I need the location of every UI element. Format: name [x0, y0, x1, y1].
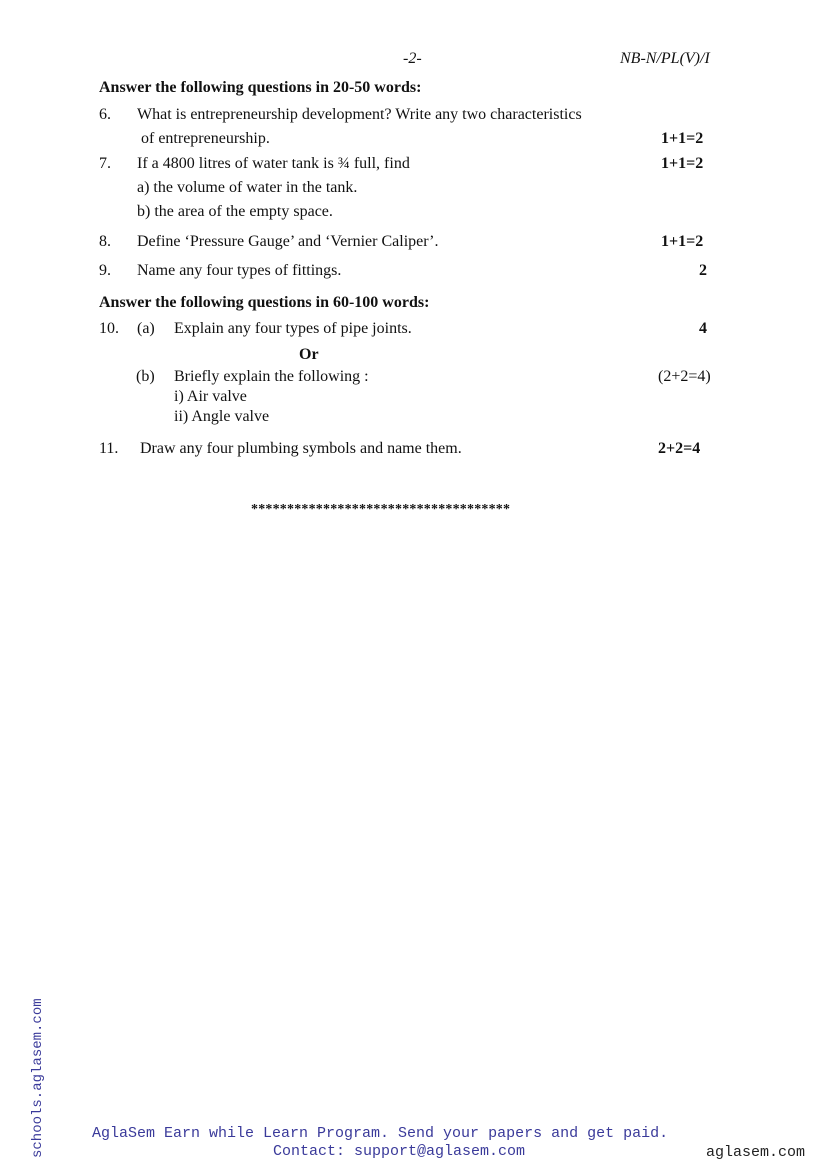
footer-site-link[interactable]: aglasem.com: [706, 1144, 806, 1161]
option-b-text: Briefly explain the following :: [174, 368, 369, 385]
question-number: 6.: [99, 106, 111, 123]
page-number: -2-: [403, 50, 422, 67]
question-number: 9.: [99, 262, 111, 279]
question-number: 8.: [99, 233, 111, 250]
option-a-marks: 4: [699, 320, 707, 337]
footer-contact-text: Contact: support@aglasem.com: [273, 1143, 526, 1160]
side-watermark: schools.aglasem.com: [30, 998, 46, 1158]
question-text: What is entrepreneurship development? Write any two characteristics: [137, 106, 582, 123]
question-marks: 2: [699, 262, 707, 279]
question-text-continued: of entrepreneurship.: [141, 130, 270, 147]
question-text: If a 4800 litres of water tank is ¾ full, find: [137, 155, 410, 172]
option-b-item-ii: ii) Angle valve: [174, 408, 270, 425]
option-a-text: Explain any four types of pipe joints.: [174, 320, 412, 337]
question-text: Define ‘Pressure Gauge’ and ‘Vernier Caliper’.: [137, 233, 439, 250]
end-of-paper-marker: ************************************: [251, 502, 511, 517]
question-number: 10.: [99, 320, 119, 337]
question-text: Name any four types of fittings.: [137, 262, 342, 279]
or-separator: Or: [299, 346, 319, 363]
option-b-marks: (2+2=4): [658, 368, 711, 385]
section-b-title: Answer the following questions in 60-100 words:: [99, 294, 430, 311]
question-text: Draw any four plumbing symbols and name them.: [140, 440, 462, 457]
sub-question-b: b) the area of the empty space.: [137, 203, 333, 220]
section-a-title: Answer the following questions in 20-50 words:: [99, 79, 422, 96]
sub-question-a: a) the volume of water in the tank.: [137, 179, 358, 196]
question-marks: 1+1=2: [661, 155, 704, 172]
option-a-label: (a): [137, 320, 155, 337]
question-number: 7.: [99, 155, 111, 172]
option-b-label: (b): [136, 368, 155, 385]
question-number: 11.: [99, 440, 119, 457]
question-marks: 2+2=4: [658, 440, 701, 457]
question-marks: 1+1=2: [661, 233, 704, 250]
footer-program-text: AglaSem Earn while Learn Program. Send your papers and get paid.: [92, 1125, 669, 1142]
paper-code: NB-N/PL(V)/I: [620, 50, 710, 67]
option-b-item-i: i) Air valve: [174, 388, 247, 405]
question-marks: 1+1=2: [661, 130, 704, 147]
